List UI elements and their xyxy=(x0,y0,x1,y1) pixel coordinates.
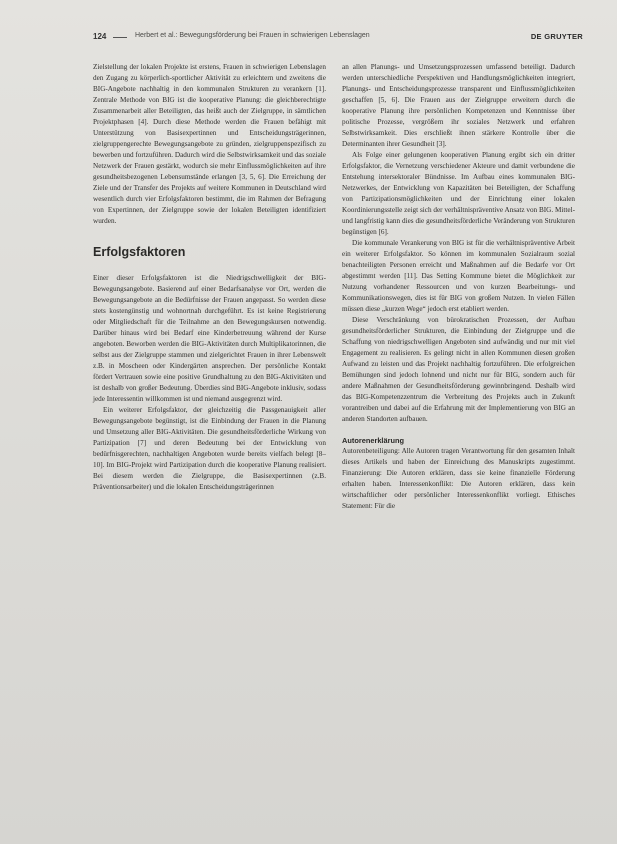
paragraph: Die kommunale Verankerung von BIG ist für die verhältnispräventive Arbeit ein weiterer Erfolgsfaktor. So können im kommunalen Sozialraum sozial benachteiligten Personen erreicht und Maßnahmen auf die Bedarfe vor Ort abgestimmt werden [11]. Das Setting Kommune bietet die Möglichkeit zur Nutzung vorhandener Ressourcen und von kurzen Bearbeitungs- und Kommunikationswegen, dies ist für BIG von großem Nutzen. In vielen Fällen müssen diese „kurzen Wege“ jedoch erst etabliert werden. xyxy=(342,239,575,313)
paragraph: Einer dieser Erfolgsfaktoren ist die Niedrigschwelligkeit der BIG-Bewegungsangebote. Basierend auf einer Bedarfsanalyse vor Ort, werden die Bewegungsangebote an die Bedürfnisse der Frauen angepasst. So werden diese stets kostengünstig und wohnortnah durchgeführt. Es ist keine Registrierung oder Mitgliedschaft für die Teilnahme an den Bewegungskursen notwendig. Darüber hinaus wird bei Bedarf eine Kinderbetreuung während der Kurse angeboten. Beworben werden die BIG-Aktivitäten durch Multiplikatorinnen, die selbst aus der Zielgruppe stammen und zielgerichtet Frauen in ihrer Lebenswelt z.B. in Moscheen oder Kindergärten ansprechen. Der persönliche Kontakt fördert Vertrauen sowie eine positive Grundhaltung zu den BIG-Aktivitäten und ist deshalb von großer Bedeutung. Überdies sind BIG-Angebote inklusiv, sodass jede Interessentin willkommen ist und niemand ausgegrenzt wird. xyxy=(93,274,326,403)
page-number: 124 xyxy=(93,32,107,41)
right-column xyxy=(342,62,575,512)
paragraph: Autorenbeteiligung: Alle Autoren tragen Verantwortung für den gesamten Inhalt dieses Artikels und haben der Einreichung des Manuskripts zugestimmt. Finanzierung: Die Autoren erklären, dass sie keine finanzielle Förderung erhalten haben. Interessenkonflikt: Die Autoren erklären, dass kein wirtschaftlicher oder persönlicher Interessenkonflikt vorliegt. Ethisches Statement: Für die xyxy=(342,447,575,510)
header-dash xyxy=(113,37,127,38)
left-column xyxy=(93,62,326,493)
page-header xyxy=(93,32,583,44)
section-heading: Erfolgsfaktoren xyxy=(93,245,186,259)
running-title: Herbert et al.: Bewegungsförderung bei Frauen in schwierigen Lebenslagen xyxy=(135,32,370,39)
paragraph: an allen Planungs- und Umsetzungsprozessen umfassend beteiligt. Dadurch werden unterschiedliche Perspektiven und Handlungsmöglichkeiten integriert, Planungs- und Entscheidungsprozesse transparent und Einflussmöglichkeiten geschaffen [5, 6]. Die Frauen aus der Zielgruppe erweitern durch die kooperative Planung ihre persönlichen Kompetenzen und Kenntnisse über politische Prozesse, vergrößern ihr soziales Netzwerk und erfahren Selbstwirksamkeit. Dies erschließt ihnen stärkere Kontrolle über die Determinanten ihrer Gesundheit [3]. xyxy=(342,63,575,148)
paragraph: Ein weiterer Erfolgsfaktor, der gleichzeitig die Passgenauigkeit aller Bewegungsangebote begünstigt, ist die Einbindung der Frauen in die Planung und Umsetzung aller BIG-Aktivitäten. Die gesundheitsförderliche Wirkung von Partizipation [7] und deren Bedeutung bei der Entwicklung von bedürfnisgerechten, nachhaltigen Angeboten wurde bereits vielfach belegt [8–10]. Im BIG-Projekt wird Partizipation durch die kooperative Planung realisiert. Bei diesem werden die Zielgruppe, die Basisexpertinnen (z.B. Präventionsarbeiter) und die lokalen Entscheidungsträgerinnen xyxy=(93,406,326,491)
paragraph: Als Folge einer gelungenen kooperativen Planung ergibt sich ein dritter Erfolgsfaktor, die Vernetzung verschiedener Akteure und damit verbundene die Entstehung intersektoraler Bündnisse. Im Aufbau eines kommunalen BIG-Netzwerkes, der Entwicklung von Kapazitäten bei Beteiligten, der Schaffung von Partizipationsmöglichkeiten und der Einrichtung einer lokalen Koordinierungsstelle zeigt sich der verhältnispräventive Ansatz von BIG. Mittel- und langfristig kann dies die gesundheitsförderliche Veränderung von Strukturen begünstigen [6]. xyxy=(342,151,575,236)
paragraph: Zielstellung der lokalen Projekte ist erstens, Frauen in schwierigen Lebenslagen den Zugang zu körperlich-sportlicher Aktivität zu erleichtern und zweitens die BIG-Angebote nachhaltig in den kommunalen Strukturen zu verankern [1]. Zentrale Methode von BIG ist die kooperative Planung: die gleichberechtigte Zusammenarbeit aller Beteiligten, das heißt auch der Zielgruppe, in sämtlichen Projektphasen [4]. Durch diese Methode werden die Frauen befähigt mit Unterstützung von Basisexpertinnen und Entscheidungsträgerinnen, zielgruppengerechte Bewegungsangebote zu gründen, zielgruppenspezifisch zu bewerben und fortzuführen. Dadurch wird die Selbstwirksamkeit und das soziale Netzwerk der Frauen gestärkt, wodurch sie mehr Einflussmöglichkeiten auf ihre gesundheitsbezogenen Lebensumstände erlangen [3, 5, 6]. Die Erreichung der Ziele und der Transfer des Projekts auf weitere Kommunen in Deutschland wird wesentlich durch vier Erfolgsfaktoren bestimmt, die im Rahmen der Befragung von Expertinnen, der Zielgruppe sowie der lokalen Beteiligten identifiziert wurden. xyxy=(93,63,326,225)
paragraph: Diese Verschränkung von bürokratischen Prozessen, der Aufbau gesundheitsförderlicher Strukturen, die Einbindung der Zielgruppe und die Schaffung von niedrigschwelligen Angeboten sind aufwändig und nur mit viel Engagement zu realisieren. Es gelingt nicht in allen Kommunen diesen großen Aufwand zu leisten und das Projekt nachhaltig fortzuführen. Die erfolgreichen Bemühungen sind jedoch lohnend und nicht nur für BIG, sondern auch für andere Maßnahmen der Gesundheitsförderung gewinnbringend. Deshalb wird das BIG-Kompetenzzentrum die Verbreitung des Projekts auch in Zukunft vorantreiben und dabei auf die Erfahrung mit der Implementierung von BIG an anderen Standorten aufbauen. xyxy=(342,316,575,423)
publisher-logo: DE GRUYTER xyxy=(530,32,583,41)
subheading: Autorenerklärung xyxy=(342,436,405,445)
